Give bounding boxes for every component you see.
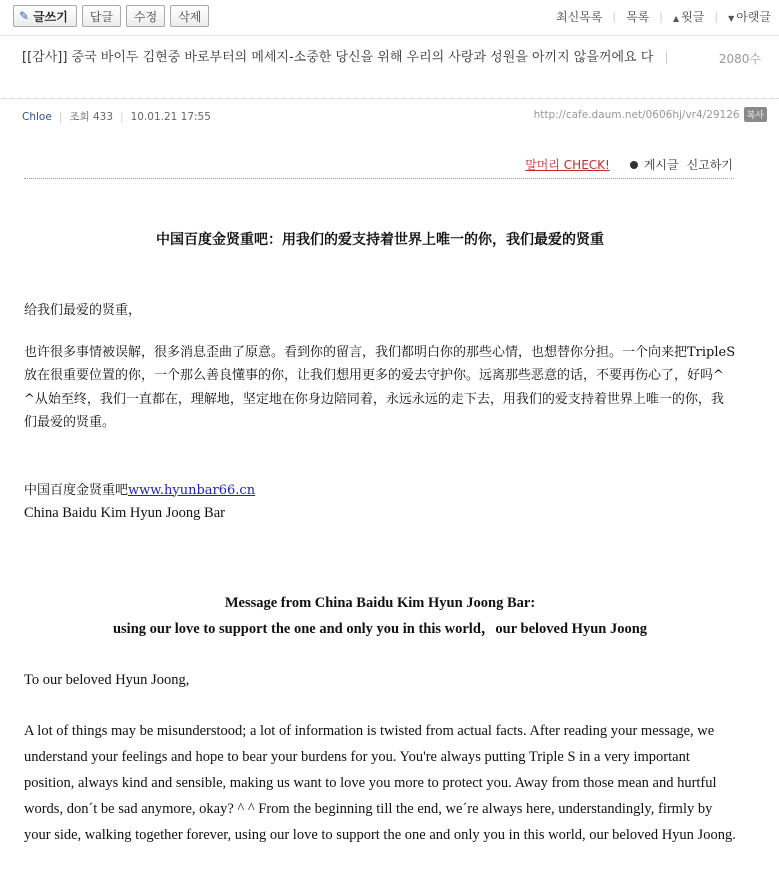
divider bbox=[0, 35, 779, 36]
cn-sign-text: 中国百度金贤重吧 bbox=[24, 482, 129, 498]
bullet-icon bbox=[630, 161, 638, 169]
cn-title: 中国百度金贤重吧：用我们的爱支持着世界上唯一的你，我们最爱的贤重 bbox=[156, 232, 604, 248]
toolbar-right bbox=[556, 8, 771, 25]
report-link[interactable]: 신고하기 bbox=[686, 158, 733, 172]
write-label: 글쓰기 bbox=[33, 9, 68, 24]
prev-post-link[interactable] bbox=[673, 8, 704, 25]
en-title-1: Message from China Baidu Kim Hyun Joong Bar: bbox=[224, 595, 536, 611]
divider: | bbox=[58, 110, 63, 123]
divider bbox=[666, 51, 667, 64]
cn-greeting: 给我们最爱的贤重， bbox=[24, 303, 142, 318]
post-meta bbox=[22, 109, 211, 124]
next-label: 아랫글 bbox=[736, 10, 771, 24]
divider: | bbox=[659, 10, 663, 23]
site-link[interactable]: www.hyunbar66.cn bbox=[128, 482, 256, 498]
triangle-up-icon: ▲ bbox=[673, 14, 680, 23]
write-button[interactable] bbox=[13, 5, 77, 27]
delete-button[interactable]: 삭제 bbox=[170, 5, 209, 27]
author-link[interactable]: Chloe bbox=[22, 110, 52, 123]
pencil-icon: ✎ bbox=[19, 9, 30, 23]
en-title-2: using our love to support the one and only you in this world，our beloved Hyun Joong bbox=[112, 621, 648, 637]
divider: | bbox=[120, 110, 124, 123]
divider: | bbox=[612, 10, 617, 23]
recent-list-link[interactable]: 최신목록 bbox=[556, 10, 603, 24]
list-link[interactable]: 목록 bbox=[626, 10, 650, 24]
divider bbox=[24, 178, 734, 179]
post-label: 게시글 bbox=[643, 158, 679, 172]
check-link[interactable]: 말머리 CHECK! bbox=[525, 158, 610, 172]
prev-label: 윗글 bbox=[681, 10, 705, 24]
triangle-down-icon: ▼ bbox=[728, 14, 735, 23]
copy-url-button[interactable]: 복사 bbox=[744, 107, 767, 122]
post-url-area bbox=[534, 107, 767, 122]
divider bbox=[0, 98, 779, 99]
toolbar bbox=[0, 0, 779, 34]
post-title: [[감사]] 중국 바이두 김현중 바로부터의 메세지-소중한 당신을 위해 우리의 사랑과 성원을 아끼지 않을꺼에요 다 bbox=[22, 50, 654, 65]
en-body: A lot of things may be misunderstood; a lot of information is twisted from actual facts. After reading your message, we understand your feelings and hope to bear your burdens for you. You're always putting Triple S in a very important position, always kind and sensible, making us want to love you more to protect you. Away from those mean and hurtful words, don´t be sad anymore, okay? ^ ^ From the beginning till the end, we´re always here, understandingly, firmly by your side, walking together forever, using our love to support the one and only you in this world, our beloved Hyun Joong. bbox=[24, 723, 736, 843]
divider: | bbox=[714, 10, 719, 23]
post-actions bbox=[525, 156, 733, 173]
en-greeting: To our beloved Hyun Joong, bbox=[24, 672, 190, 688]
post-date: 10.01.21 17:55 bbox=[130, 110, 211, 123]
post-url[interactable]: http://cafe.daum.net/0606hj/vr4/29126 bbox=[533, 108, 740, 121]
view-count: 조회 433 bbox=[69, 111, 114, 123]
toolbar-left bbox=[13, 5, 209, 27]
cn-body: 也许很多事情被误解，很多消息歪曲了原意。看到你的留言，我们都明白你的那些心情，也想替你分担。一个向来把TripleS放在很重要位置的你，一个那么善良懂事的你，让我们想用更多的爱去守护你。远离那些恶意的话，不要再伤心了，好吗^ ^从始至终，我们一直都在，理解地，坚定地在你身边陪同着，永远永远的走下去，用我们的爱支持着世界上唯一的你，我们最爱的贤重。 bbox=[24, 344, 736, 430]
cn-signature bbox=[24, 479, 736, 503]
en-signature: China Baidu Kim Hyun Joong Bar bbox=[24, 505, 225, 521]
post-count: 2080수 bbox=[718, 52, 761, 66]
edit-button[interactable]: 수정 bbox=[126, 5, 165, 27]
post-content bbox=[24, 222, 736, 848]
next-post-link[interactable] bbox=[728, 8, 771, 25]
reply-button[interactable]: 답글 bbox=[82, 5, 121, 27]
